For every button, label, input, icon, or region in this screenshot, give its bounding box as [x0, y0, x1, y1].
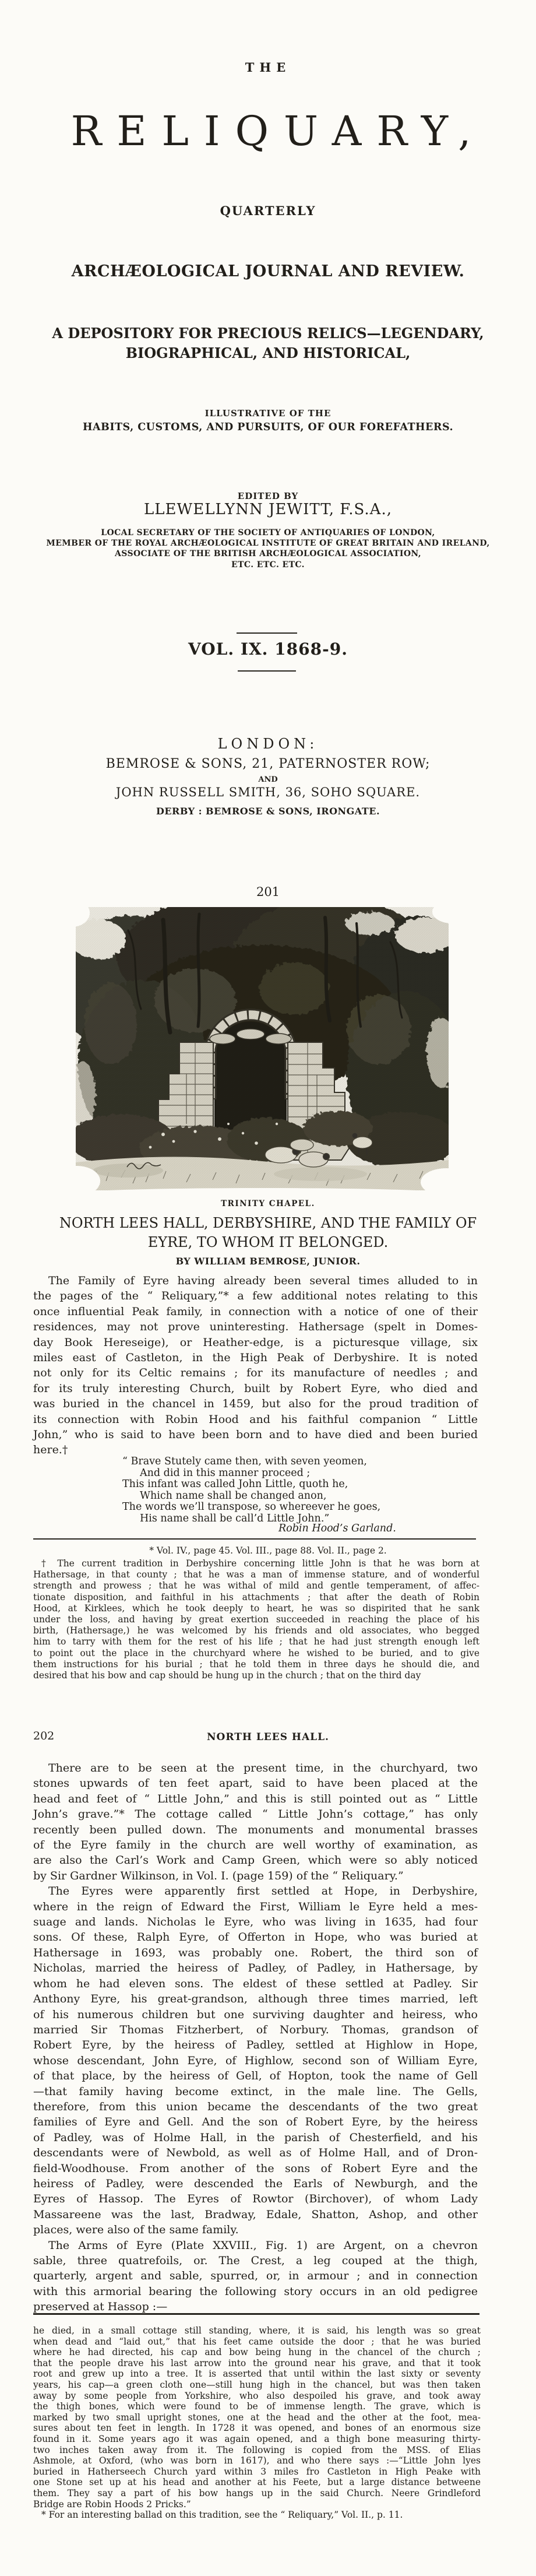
editor-name: LLEWELLYNN JEWITT, F.S.A., — [144, 501, 392, 518]
page-number-201: 201 — [256, 885, 280, 899]
article-title-line-1: NORTH LEES HALL, DERBYSHIRE, AND THE FAMILY OF — [59, 1215, 477, 1231]
footnote-line: under the loss, and having by great exertion succeeded in reaching the place of his — [33, 1614, 479, 1625]
body-text-line: quarterly, argent and sable, spurred, or, in armour ; and in connection — [33, 2269, 478, 2283]
body-text-line: preserved at Hassop :— — [33, 2300, 168, 2314]
body-text-line: families of Eyre and Gell. And the son of Robert Eyre, by the heiress — [33, 2115, 478, 2129]
footnote-line: birth, (Hathersage,) he was welcomed by his friends and old associates, who begged — [33, 1625, 479, 1636]
ornament-rule-top — [237, 632, 297, 634]
article-body-201 — [33, 1273, 478, 1458]
imprint-line-2: JOHN RUSSELL SMITH, 36, SOHO SQUARE. — [115, 785, 421, 799]
body-text-line: Eyres of Hassop. The Eyres of Rowtor (Birchover), of whom Lady — [33, 2192, 478, 2206]
body-text-line: Robert Eyre, by the heiress of Padley, settled at Highlow in Hope, — [33, 2039, 478, 2052]
edited-by-label: EDITED BY — [237, 491, 299, 501]
subtitle-quarterly: QUARTERLY — [220, 203, 316, 218]
body-text-line: —that family having become extinct, in the male line. The Gells, — [33, 2085, 478, 2098]
body-text-line: head and feet of “ Little John,” and this is still pointed out as “ Little — [33, 1792, 478, 1805]
poem-line: This infant was called John Little, quoth he, — [122, 1478, 348, 1491]
editor-title-2: MEMBER OF THE ROYAL ARCHÆOLOGICAL INSTITUTE OF GREAT BRITAIN AND IRELAND, — [46, 539, 490, 548]
footnote-line: † The current tradition in Derbyshire concerning little John is that he was born at — [41, 1558, 479, 1569]
footnote-line: him to tarry with them for the rest of his life ; that he had just strength enough left — [33, 1636, 479, 1647]
body-text-line: married Sir Thomas Fitzherbert, of Norbury. Thomas, grandson of — [33, 2023, 478, 2036]
body-text-line: was buried in the chancel in 1459, but also for the proud tradition of — [33, 1397, 478, 1411]
depository-line-2: BIOGRAPHICAL, AND HISTORICAL, — [125, 345, 411, 361]
body-text-line: stones upwards of ten feet apart, said to have been placed at the — [33, 1777, 478, 1790]
illustrative-line: ILLUSTRATIVE OF THE — [204, 408, 332, 419]
footnote-line: root and grew up into a tree. It is asserted that until within the last sixty or seventy — [33, 2368, 481, 2380]
body-text-line: There are to be seen at the present time, in the churchyard, two — [48, 1762, 478, 1774]
footnote-divider-202 — [33, 2313, 479, 2315]
footnote-line: Bridge are Robin Hoods 2 Pricks.” — [33, 2498, 191, 2510]
footnote-line: strength and prowess ; that he was withal of mild and gentle temperament, of affec- — [33, 1580, 479, 1591]
body-text-line: of the Eyre family in the church are well worthy of examination, as — [33, 1839, 478, 1852]
body-text-line: whom he had eleven sons. The eldest of these settled at Padley. Sir — [33, 1977, 478, 1990]
imprint-london: LONDON: — [217, 736, 319, 752]
footnote-line: away by some people from Yorkshire, who also despoiled his grave, and took away — [33, 2390, 481, 2401]
footnote-line: to point out the place in the churchyard where he wished to be buried, and to give — [33, 1647, 479, 1658]
volume-line: VOL. IX. 1868-9. — [188, 639, 348, 659]
poem-line: The words we’ll transpose, so whereever he goes, — [122, 1501, 381, 1513]
body-text-line: the pages of the “ Reliquary,”* a few additional notes relating to this — [33, 1289, 478, 1303]
footnotes-202 — [33, 2325, 481, 2521]
body-text-line: residences, may not prove uninteresting. Hathersage (spelt in Domes- — [33, 1320, 478, 1334]
body-text-line: descendants were of Newbold, as well as of Holme Hall, and of Dron- — [33, 2146, 478, 2160]
editor-title-4: ETC. ETC. ETC. — [231, 560, 305, 570]
footnote-reference-line: * Vol. IV., page 45. Vol. III., page 88. Vol. II., page 2. — [149, 1545, 387, 1556]
body-text-line: where in the reign of Edward the First, William le Eyre held a mes- — [33, 1900, 478, 1913]
trinity-chapel-engraving — [76, 907, 449, 1190]
footnote-line: found in it. Some years ago it was again opened, and a thigh bone measuring thirty- — [33, 2433, 481, 2444]
title-the: THE — [245, 60, 291, 75]
body-text-line: day Book Hereseige), or Heather-edge, is a picturesque village, six — [33, 1336, 478, 1349]
imprint-derby: DERBY : BEMROSE & SONS, IRONGATE. — [156, 806, 380, 817]
body-text-line: of his numerous children but one surviving daughter and heiress, who — [33, 2008, 478, 2021]
footnote-line: tionate disposition, and faithful in his attachments ; that after the death of Robin — [33, 1591, 479, 1602]
body-text-line: not only for its Celtic remains ; for its manufacture of needles ; and — [33, 1366, 478, 1380]
article-byline: BY WILLIAM BEMROSE, JUNIOR. — [175, 1256, 361, 1267]
footnote-line: where he had directed, his cap and bow being hung in the chancel of the church ; — [33, 2347, 481, 2358]
body-text-line: by Sir Gardner Wilkinson, in Vol. I. (page 159) of the “ Reliquary.” — [33, 1869, 404, 1882]
body-text-line: Hathersage in 1693, was probably one. Robert, the third son of — [33, 1946, 478, 1959]
body-text-line: The Family of Eyre having already been several times alluded to in — [48, 1274, 478, 1287]
footnote-line: years, his cap—a green cloth one—still hung high in the chancel, but was then taken — [33, 2379, 481, 2390]
footnote-line: buried in Hatherseech Church yard within 3 miles fro Castleton in High Peake with — [33, 2466, 481, 2477]
body-text-line: recently been pulled down. The monuments and monumental brasses — [33, 1823, 478, 1836]
body-text-line: miles east of Castleton, in the High Peak of Derbyshire. It is noted — [33, 1351, 478, 1365]
journal-title: RELIQUARY, — [70, 107, 486, 155]
footnote-line: Ashmole, at Oxford, (who was born in 1617), and who there says :—“Little John lyes — [33, 2455, 481, 2466]
running-header: NORTH LEES HALL. — [207, 1731, 329, 1743]
body-text-line: of that place, by the heiress of Gell, of Hopton, took the name of Gell — [33, 2069, 478, 2083]
footnote-line: Hood, at Kirklees, which he took deeply to heart, he was so dispirited that he sank — [33, 1602, 479, 1614]
engraving-caption: TRINITY CHAPEL. — [221, 1199, 315, 1208]
body-text-line: John,” who is said to have been born and to have died and been buried — [33, 1428, 478, 1442]
imprint-and: AND — [258, 775, 278, 784]
footnotes-201 — [33, 1558, 479, 1681]
footnote-divider-201 — [33, 1538, 476, 1540]
footnote-line: desired that his bow and cap should be hung up in the church ; that on the third day — [33, 1670, 421, 1681]
body-text-line: therefore, from this union became the descendants of the two great — [33, 2100, 478, 2113]
body-text-line: here.† — [33, 1443, 68, 1457]
body-text-line: with this armorial bearing the following story occurs in an old pedigree — [33, 2285, 478, 2298]
body-text-line: once influential Peak family, in connection with a notice of one of their — [33, 1305, 478, 1318]
body-text-line: sons. Of these, Ralph Eyre, of Offerton in Hope, who was buried at — [33, 1931, 478, 1944]
footnote-line: two inches taken away from it. The following is copied from the MSS. of Elias — [33, 2444, 481, 2455]
poem-attribution: Robin Hood’s Garland. — [278, 1523, 396, 1534]
body-text-line: for its truly interesting Church, built by Robert Eyre, who died and — [33, 1382, 478, 1395]
subtitle-journal: ARCHÆOLOGICAL JOURNAL AND REVIEW. — [71, 262, 465, 280]
footnote-line: them. They say a part of his bow hangs up in the said Church. Neere Grindleford — [33, 2487, 481, 2498]
body-text-line: John’s grave.”* The cottage called “ Little John’s cottage,” has only — [33, 1808, 478, 1821]
poem-line: His name shall be call’d Little John.” — [140, 1512, 330, 1524]
footnote-line: when dead and “laid out,” that his feet came outside the door ; that he was buried — [33, 2336, 481, 2347]
footnote-line: the thigh bones, which were found to be of immense length. The grave, which is — [33, 2401, 481, 2412]
body-text-line: suage and lands. Nicholas le Eyre, who was living in 1635, had four — [33, 1916, 478, 1929]
body-text-line: Nicholas, married the heiress of Padley, of Padley, in Hathersage, by — [33, 1962, 478, 1975]
editor-title-1: LOCAL SECRETARY OF THE SOCIETY OF ANTIQUARIES OF LONDON, — [101, 528, 435, 537]
body-text-line: Massareene was the last, Bradway, Edale, Shatton, Ashop, and other — [33, 2208, 478, 2221]
footnote-line: sures about ten feet in length. In 1728 it was opened, and bones of an enormous size — [33, 2423, 481, 2434]
engraving-texture — [76, 907, 449, 1190]
body-text-line: are also the Carl’s Work and Camp Green, which were so ably noticed — [33, 1854, 478, 1867]
ballad-quote — [122, 1456, 425, 1525]
habits-line: HABITS, CUSTOMS, AND PURSUITS, OF OUR FOREFATHERS. — [82, 421, 454, 433]
footnote-line: * For an interesting ballad on this tradition, see the “ Reliquary,” Vol. II., p. 11. — [41, 2510, 403, 2521]
article-body-202 — [33, 1760, 478, 2315]
footnote-line: Hathersage, in that county ; that he was a man of immense stature, and of wonderful — [33, 1569, 479, 1580]
footnote-line: marked by two small upright stones, one at the head and the other at the foot, mea- — [33, 2412, 481, 2423]
depository-line-1: A DEPOSITORY FOR PRECIOUS RELICS—LEGENDARY, — [52, 325, 484, 342]
poem-line: “ Brave Stutely came then, with seven yeomen, — [122, 1456, 367, 1467]
body-text-line: whose descendant, John Eyre, of Highlow, second son of William Eyre, — [33, 2054, 478, 2067]
article-title-line-2: EYRE, TO WHOM IT BELONGED. — [147, 1234, 389, 1250]
body-text-line: field-Woodhouse. From another of the sons of Robert Eyre and the — [33, 2162, 478, 2175]
poem-line: Which name shall be changed anon, — [140, 1489, 327, 1502]
footnote-line: one Stone set up at his head and another at his Feete, but a large distance betweene — [33, 2477, 481, 2488]
body-text-line: The Eyres were apparently first settled at Hope, in Derbyshire, — [48, 1885, 478, 1898]
body-text-line: The Arms of Eyre (Plate XXVIII., Fig. 1) are Argent, on a chevron — [48, 2238, 478, 2252]
body-text-line: sable, three quatrefoils, or. The Crest, a leg couped at the thigh, — [33, 2254, 478, 2267]
body-text-line: of Padley, was of Holme Hall, in the parish of Chesterfield, and his — [33, 2131, 478, 2144]
footnote-line: them instructions for his burial ; that he told them in three days he should die, and — [33, 1658, 479, 1670]
editor-title-3: ASSOCIATE OF THE BRITISH ARCHÆOLOGICAL ASSOCIATION, — [114, 549, 422, 558]
body-text-line: Anthony Eyre, his great-grandson, although three times married, left — [33, 1992, 478, 2006]
page-number-202: 202 — [33, 1730, 55, 1742]
footnote-line: that the people drave his last arrow into the ground near his grave, and that it took — [33, 2357, 481, 2368]
ornament-rule-bottom — [238, 670, 296, 672]
imprint-line-1: BEMROSE & SONS, 21, PATERNOSTER ROW; — [105, 757, 431, 771]
poem-line: And did in this manner proceed ; — [140, 1467, 311, 1479]
footnote-line: he died, in a small cottage still standing, where, it is said, his length was so great — [33, 2325, 481, 2336]
body-text-line: heiress of Padley, were descended the Earls of Newburgh, and the — [33, 2177, 478, 2190]
body-text-line: places, were also of the same family. — [33, 2223, 239, 2237]
body-text-line: its connection with Robin Hood and his faithful companion “ Little — [33, 1412, 478, 1426]
